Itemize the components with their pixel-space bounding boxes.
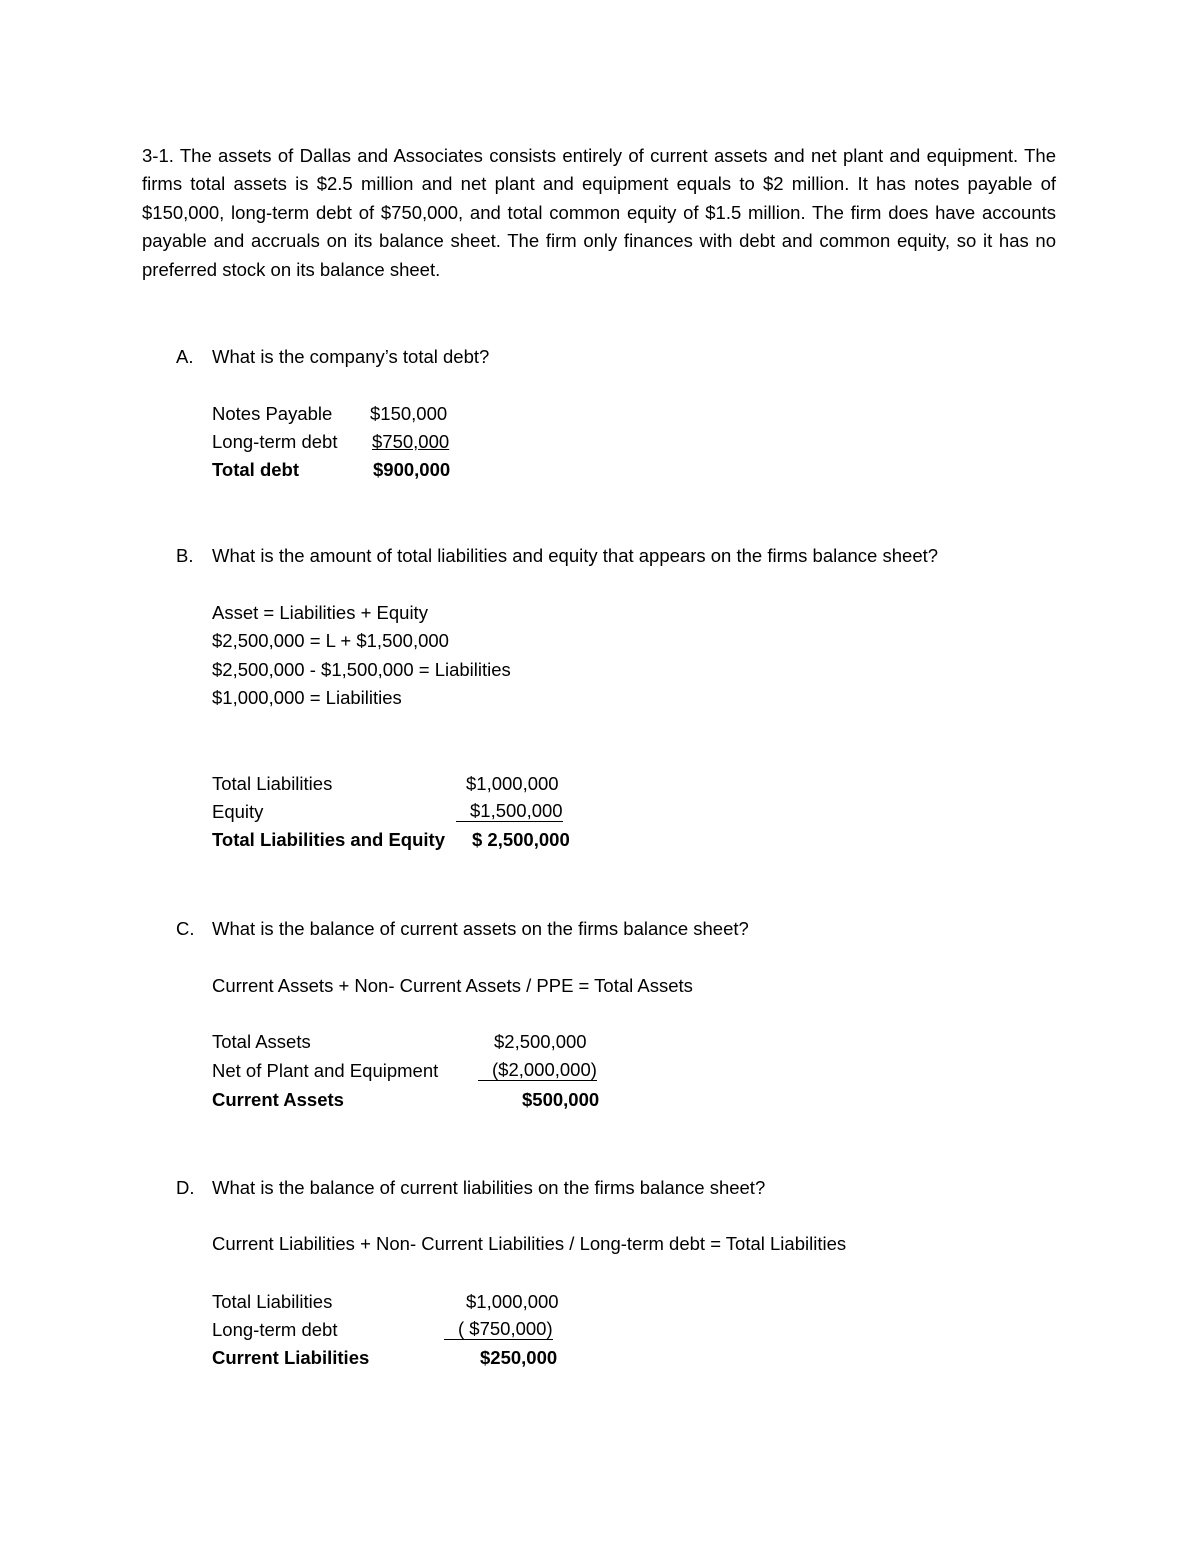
row-label: Long-term debt (212, 431, 338, 452)
row-label: Net of Plant and Equipment (212, 1060, 439, 1081)
row-value: ( $750,000) (444, 1319, 553, 1340)
equation-line: Asset = Liabilities + Equity (212, 602, 428, 623)
total-label: Current Liabilities (212, 1347, 370, 1368)
total-label: Total debt (212, 459, 300, 480)
row-value: $750,000 (372, 431, 450, 452)
total-value: $250,000 (480, 1347, 558, 1368)
total-value: $900,000 (373, 459, 451, 480)
total-label: Total Liabilities and Equity (212, 829, 445, 850)
question-b-text: What is the amount of total liabilities and equity that appears on the firms balance sheet? (212, 545, 939, 566)
formula-line: Current Liabilities + Non- Current Liabilities / Long-term debt = Total Liabilities (212, 1233, 847, 1254)
total-value: $ 2,500,000 (472, 829, 570, 850)
question-d-text: What is the balance of current liabilities on the firms balance sheet? (212, 1177, 766, 1198)
question-d-letter: D. (176, 1177, 195, 1198)
equation-line: $1,000,000 = Liabilities (212, 687, 402, 708)
row-value: $1,000,000 (466, 773, 559, 794)
row-value: $1,000,000 (466, 1291, 559, 1312)
formula-line: Current Assets + Non- Current Assets / PPE = Total Assets (212, 975, 693, 996)
question-a-text: What is the company’s total debt? (212, 346, 490, 367)
row-label: Total Liabilities (212, 1291, 333, 1312)
row-value: $1,500,000 (456, 801, 563, 822)
row-value: $150,000 (370, 403, 448, 424)
question-c-letter: C. (176, 918, 195, 939)
row-label: Long-term debt (212, 1319, 338, 1340)
total-value: $500,000 (522, 1089, 600, 1110)
question-a-letter: A. (176, 346, 194, 367)
row-value: $2,500,000 (494, 1031, 587, 1052)
row-value: ($2,000,000) (478, 1060, 597, 1081)
question-c-text: What is the balance of current assets on the firms balance sheet? (212, 918, 749, 939)
row-label: Notes Payable (212, 403, 333, 424)
equation-line: $2,500,000 - $1,500,000 = Liabilities (212, 659, 511, 680)
total-label: Current Assets (212, 1089, 344, 1110)
row-label: Equity (212, 801, 264, 822)
row-label: Total Assets (212, 1031, 311, 1052)
equation-line: $2,500,000 = L + $1,500,000 (212, 630, 449, 651)
problem-statement: 3-1. The assets of Dallas and Associates consists entirely of current assets and net plant and equipment. The firms total assets is $2.5 million and net plant and equipment equals to $2 million. It has notes payable of $150,000, long-term debt of $750,000, and total common equity of $1.5 million. The firm does have accounts payable and accruals on its balance sheet. The firm only finances with debt and common equity, so it has no preferred stock on its balance sheet. (142, 145, 1056, 280)
question-b-letter: B. (176, 545, 194, 566)
row-label: Total Liabilities (212, 773, 333, 794)
